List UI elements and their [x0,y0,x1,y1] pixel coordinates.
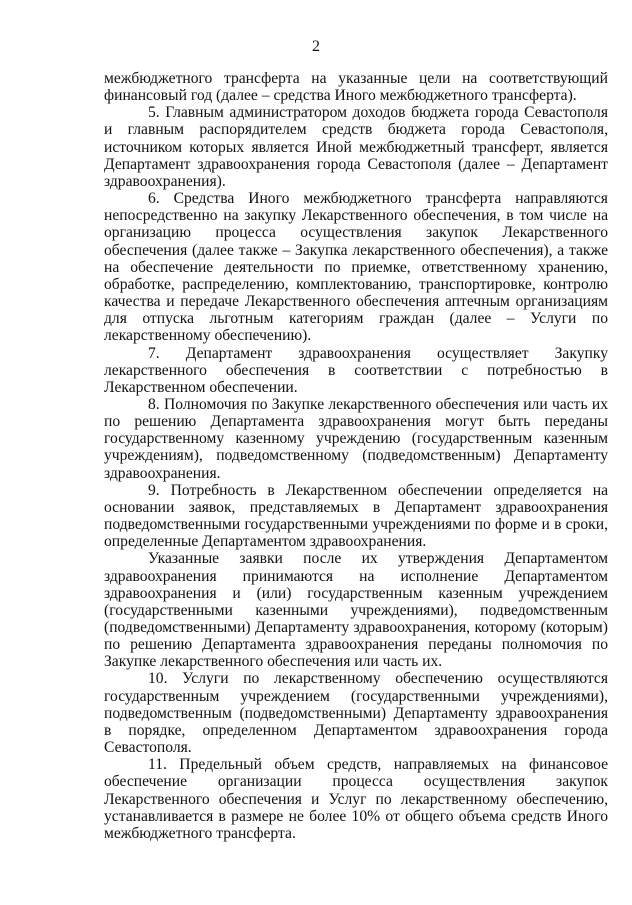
paragraph-item-9-applications: Указанные заявки после их утверждения Департаментом здравоохранения принимаются на исполнение Департаментом здравоохранения и (или) государственным казенным учреждением (государственными казенными учреждениями), подведомственным (подведомственными) Департаменту здравоохранения, которому (которым) по решению Департамента здравоохранения переданы полномочия по Закупке лекарственного обеспечения или часть их. [104,550,608,671]
page-number: 2 [312,38,320,55]
paragraph-item-9: 9. Потребность в Лекарственном обеспечении определяется на основании заявок, представляемых в Департамент здравоохранения подведомственными государственными учреждениями по форме и в сроки, определенные Департаментом здравоохранения. [104,481,608,551]
paragraph-item-8: 8. Полномочия по Закупке лекарственного обеспечения или часть их по решению Департамента здравоохранения могут быть переданы государственному казенному учреждению (государственным казенным учреждениям), подведомственному (подведомственным) Департаменту здравоохранения. [104,395,608,482]
paragraph-item-11: 11. Предельный объем средств, направляемых на финансовое обеспечение организации процесса осуществления закупок Лекарственного обеспечения и Услуг по лекарственному обеспечению, устанавливается в размере не более 10% от общего объема средств Иного межбюджетного трансферта. [104,756,608,842]
paragraph-continuation: межбюджетного трансферта на указанные цели на соответствующий финансовый год (далее – средства Иного межбюджетного трансферта). [104,70,608,105]
document-body [104,70,608,842]
paragraph-item-10: 10. Услуги по лекарственному обеспечению осуществляются государственным учреждением (государственными учреждениями), подведомственным (подведомственными) Департаменту здравоохранения в порядке, определенном Департаментом здравоохранения города Севастополя. [104,670,608,757]
paragraph-item-6: 6. Средства Иного межбюджетного трансферта направляются непосредственно на закупку Лекарственного обеспечения, в том числе на организацию процесса осуществления закупок Лекарственного обеспечения (далее также – Закупка лекарственного обеспечения), а также на обеспечение деятельности по приемке, ответственному хранению, обработке, распределению, комплектованию, транспортировке, контролю качества и передаче Лекарственного обеспечения аптечным организациям для отпуска льготным категориям граждан (далее – Услуги по лекарственному обеспечению). [104,190,608,345]
paragraph-item-5: 5. Главным администратором доходов бюджета города Севастополя и главным распорядителем средств бюджета города Севастополя, источником которых является Иной межбюджетный трансферт, является Департамент здравоохранения города Севастополя (далее – Департамент здравоохранения). [104,104,608,190]
paragraph-item-7: 7. Департамент здравоохранения осуществляет Закупку лекарственного обеспечения в соответствии с потребностью в Лекарственном обеспечении. [104,344,608,396]
